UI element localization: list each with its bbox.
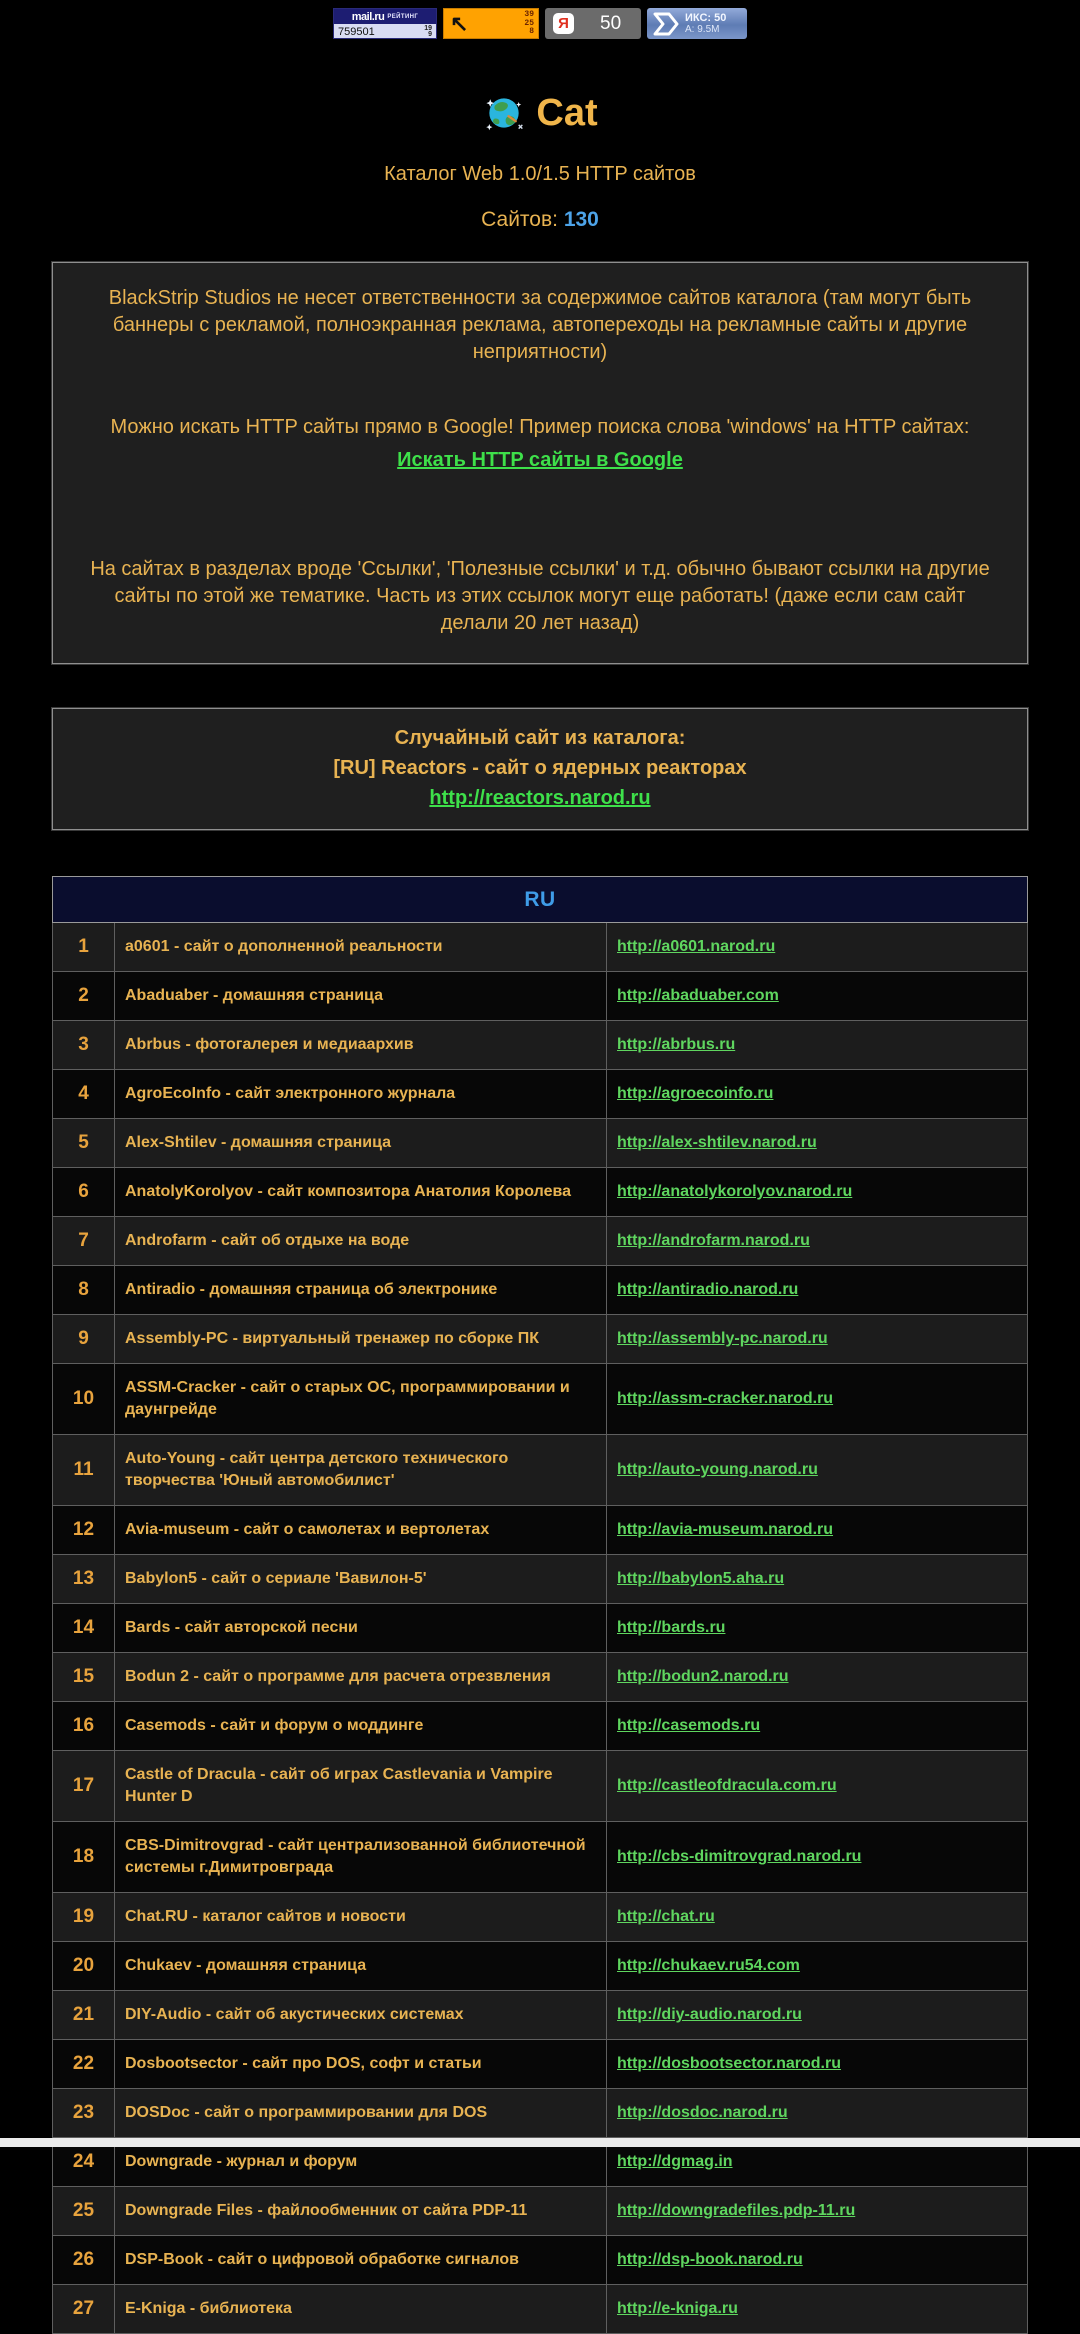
site-link[interactable]: http://anatolykorolyov.narod.ru	[617, 1183, 853, 1200]
site-link[interactable]: http://chukaev.ru54.com	[617, 1957, 800, 1974]
site-link[interactable]: http://a0601.narod.ru	[617, 938, 776, 955]
row-number: 21	[53, 1991, 115, 2040]
mailru-rating-label: РЕЙТИНГ	[387, 13, 419, 20]
site-link[interactable]: http://babylon5.aha.ru	[617, 1570, 785, 1587]
iks-audience: А: 9.5М	[685, 23, 720, 35]
mailru-badge-header	[334, 9, 436, 24]
site-description: Alex-Shtilev - домашняя страница	[115, 1119, 607, 1168]
table-row	[53, 1822, 1028, 1893]
site-description: DSP-Book - сайт о цифровой обработке сигналов	[115, 2236, 607, 2285]
table-row	[53, 1604, 1028, 1653]
liveinternet-stat: 8	[529, 27, 534, 36]
table-row	[53, 1555, 1028, 1604]
mailru-rating-badge[interactable]	[333, 8, 437, 39]
row-number: 13	[53, 1555, 115, 1604]
row-number: 17	[53, 1751, 115, 1822]
row-number: 24	[53, 2138, 115, 2187]
table-row	[53, 1119, 1028, 1168]
site-description: Castle of Dracula - сайт об играх Castlevania и Vampire Hunter D	[115, 1751, 607, 1822]
liveinternet-stats	[524, 11, 534, 37]
site-link[interactable]: http://bodun2.narod.ru	[617, 1668, 789, 1685]
page-title	[0, 91, 1080, 135]
row-number: 8	[53, 1266, 115, 1315]
yandex-counter-value: 50	[600, 12, 622, 34]
site-link[interactable]: http://dosbootsector.narod.ru	[617, 2055, 841, 2072]
site-description: CBS-Dimitrovgrad - сайт централизованной библиотечной системы г.Димитровграда	[115, 1822, 607, 1893]
table-row	[53, 2236, 1028, 2285]
liveinternet-arrow-icon: ↖	[450, 11, 469, 36]
liveinternet-stat: 39	[524, 10, 534, 19]
row-number: 15	[53, 1653, 115, 1702]
table-header-row	[53, 877, 1028, 923]
site-description: Avia-museum - сайт о самолетах и вертолетах	[115, 1506, 607, 1555]
table-row	[53, 1751, 1028, 1822]
table-row	[53, 2285, 1028, 2334]
site-link[interactable]: http://assm-cracker.narod.ru	[617, 1390, 834, 1407]
site-link[interactable]: http://androfarm.narod.ru	[617, 1232, 810, 1249]
site-link[interactable]: http://avia-museum.narod.ru	[617, 1521, 834, 1538]
disclaimer-text: BlackStrip Studios не несет ответственности за содержимое сайтов каталога (там могут быть баннеры с рекламой, полноэкранная реклама, автопереходы на рекламные сайты и другие неприятности)	[108, 287, 972, 363]
row-number: 2	[53, 972, 115, 1021]
liveinternet-counter-badge[interactable]	[443, 8, 539, 39]
site-link[interactable]: http://antiradio.narod.ru	[617, 1281, 799, 1298]
site-description: DOSDoc - сайт о программировании для DOS	[115, 2089, 607, 2138]
site-link[interactable]: http://cbs-dimitrovgrad.narod.ru	[617, 1848, 862, 1865]
site-description: AgroEcoInfo - сайт электронного журнала	[115, 1070, 607, 1119]
site-description: Abrbus - фотогалерея и медиаархив	[115, 1021, 607, 1070]
site-link[interactable]: http://agroecoinfo.ru	[617, 1085, 774, 1102]
site-count-value: 130	[563, 208, 599, 231]
table-row	[53, 1266, 1028, 1315]
row-number: 19	[53, 1893, 115, 1942]
site-description: E-Kniga - библиотека	[115, 2285, 607, 2334]
site-description: DIY-Audio - сайт об акустических системах	[115, 1991, 607, 2040]
row-number: 3	[53, 1021, 115, 1070]
row-number: 9	[53, 1315, 115, 1364]
row-number: 5	[53, 1119, 115, 1168]
row-number: 12	[53, 1506, 115, 1555]
row-number: 11	[53, 1435, 115, 1506]
site-name: Cat	[536, 91, 598, 134]
table-row	[53, 2187, 1028, 2236]
google-search-hint: Можно искать HTTP сайты прямо в Google! Пример поиска слова 'windows' на HTTP сайтах:	[110, 416, 970, 438]
site-link[interactable]: http://abrbus.ru	[617, 1036, 736, 1053]
site-description: Bodun 2 - сайт о программе для расчета отрезвления	[115, 1653, 607, 1702]
site-description: Assembly-PC - виртуальный тренажер по сборке ПК	[115, 1315, 607, 1364]
random-site-link[interactable]: http://reactors.narod.ru	[429, 787, 651, 809]
mailru-stat-bottom: 9	[428, 31, 432, 38]
mailru-logo: mail.ru	[351, 10, 385, 23]
disclaimer-box	[52, 262, 1028, 664]
site-description: Bards - сайт авторской песни	[115, 1604, 607, 1653]
row-number: 27	[53, 2285, 115, 2334]
site-table	[52, 876, 1028, 2334]
site-link[interactable]: http://dgmag.in	[617, 2153, 733, 2170]
table-row	[53, 1070, 1028, 1119]
table-row	[53, 1364, 1028, 1435]
row-number: 1	[53, 923, 115, 972]
table-row	[53, 923, 1028, 972]
iks-stats	[685, 12, 726, 36]
table-row	[53, 1217, 1028, 1266]
site-description: Casemods - сайт и форум о моддинге	[115, 1702, 607, 1751]
site-link[interactable]: http://castleofdracula.com.ru	[617, 1777, 837, 1794]
site-description: Androfarm - сайт об отдыхе на воде	[115, 1217, 607, 1266]
row-number: 22	[53, 2040, 115, 2089]
table-row	[53, 1168, 1028, 1217]
mailru-stat-top: 19	[424, 24, 432, 32]
mailru-visitor-count: 759501	[338, 26, 375, 38]
row-number: 14	[53, 1604, 115, 1653]
site-link[interactable]: http://chat.ru	[617, 1908, 715, 1925]
site-link[interactable]: http://bards.ru	[617, 1619, 726, 1636]
table-row	[53, 1942, 1028, 1991]
site-link[interactable]: http://dsp-book.narod.ru	[617, 2251, 803, 2268]
row-number: 7	[53, 1217, 115, 1266]
site-link[interactable]: http://dosdoc.narod.ru	[617, 2104, 788, 2121]
site-table-body	[53, 923, 1028, 2334]
table-row	[53, 2089, 1028, 2138]
site-count-label: Сайтов:	[481, 208, 558, 231]
table-row	[53, 1653, 1028, 1702]
iks-arrow-icon	[653, 12, 679, 36]
site-description: AnatolyKorolyov - сайт композитора Анатолия Королева	[115, 1168, 607, 1217]
row-number: 23	[53, 2089, 115, 2138]
site-count	[0, 208, 1080, 232]
site-link[interactable]: http://abaduaber.com	[617, 987, 779, 1004]
viewport-bottom-strip	[0, 2138, 1080, 2147]
row-number: 18	[53, 1822, 115, 1893]
liveinternet-stat: 25	[524, 18, 534, 28]
yandex-logo-icon: Я	[553, 13, 574, 34]
site-description: Abaduaber - домашняя страница	[115, 972, 607, 1021]
site-description: Chat.RU - каталог сайтов и новости	[115, 1893, 607, 1942]
table-row	[53, 1702, 1028, 1751]
site-link[interactable]: http://alex-shtilev.narod.ru	[617, 1134, 817, 1151]
mailru-badge-body	[334, 24, 436, 39]
random-site-label: Случайный сайт из каталога:	[394, 727, 686, 749]
globe-icon	[482, 91, 526, 135]
table-row	[53, 1435, 1028, 1506]
site-description: Antiradio - домашняя страница об электронике	[115, 1266, 607, 1315]
table-row	[53, 1506, 1028, 1555]
site-link[interactable]: http://assembly-pc.narod.ru	[617, 1330, 828, 1347]
site-description: Babylon5 - сайт о сериале 'Вавилон-5'	[115, 1555, 607, 1604]
row-number: 4	[53, 1070, 115, 1119]
iks-value: ИКС: 50	[685, 11, 727, 24]
site-description: Dosbootsector - сайт про DOS, софт и статьи	[115, 2040, 607, 2089]
yandex-metrika-badge[interactable]	[545, 8, 641, 39]
random-site-title: [RU] Reactors - сайт о ядерных реакторах	[333, 757, 747, 779]
site-link[interactable]: http://e-kniga.ru	[617, 2300, 738, 2317]
site-description: Chukaev - домашняя страница	[115, 1942, 607, 1991]
site-link[interactable]: http://casemods.ru	[617, 1717, 761, 1734]
row-number: 26	[53, 2236, 115, 2285]
site-description: a0601 - сайт о дополненной реальности	[115, 923, 607, 972]
table-row	[53, 972, 1028, 1021]
row-number: 20	[53, 1942, 115, 1991]
site-description: Downgrade Files - файлообменник от сайта PDP-11	[115, 2187, 607, 2236]
random-site-box	[52, 708, 1028, 830]
section-header-ru: RU	[53, 877, 1028, 923]
links-sections-hint: На сайтах в разделах вроде 'Ссылки', 'Полезные ссылки' и т.д. обычно бывают ссылки на другие сайты по этой же тематике. Часть из этих ссылок могут еще работать! (даже если сам сайт делали 20 лет назад)	[90, 558, 990, 634]
site-description: Auto-Young - сайт центра детского технического творчества 'Юный автомобилист'	[115, 1435, 607, 1506]
site-link[interactable]: http://auto-young.narod.ru	[617, 1461, 818, 1478]
table-row	[53, 2040, 1028, 2089]
site-description: Downgrade - журнал и форум	[115, 2138, 607, 2187]
google-search-link[interactable]: Искать HTTP сайты в Google	[397, 449, 683, 471]
mailru-stats	[424, 26, 432, 39]
counter-badges-row	[0, 0, 1080, 39]
row-number: 16	[53, 1702, 115, 1751]
site-description: ASSM-Cracker - сайт о старых ОС, программировании и даунгрейде	[115, 1364, 607, 1435]
yandex-iks-badge[interactable]	[647, 8, 747, 39]
site-subtitle: Каталог Web 1.0/1.5 HTTP сайтов	[384, 163, 696, 185]
row-number: 6	[53, 1168, 115, 1217]
site-link[interactable]: http://downgradefiles.pdp-11.ru	[617, 2202, 856, 2219]
row-number: 10	[53, 1364, 115, 1435]
table-row	[53, 1021, 1028, 1070]
table-row	[53, 1315, 1028, 1364]
table-row	[53, 1893, 1028, 1942]
row-number: 25	[53, 2187, 115, 2236]
table-row	[53, 1991, 1028, 2040]
site-link[interactable]: http://diy-audio.narod.ru	[617, 2006, 802, 2023]
